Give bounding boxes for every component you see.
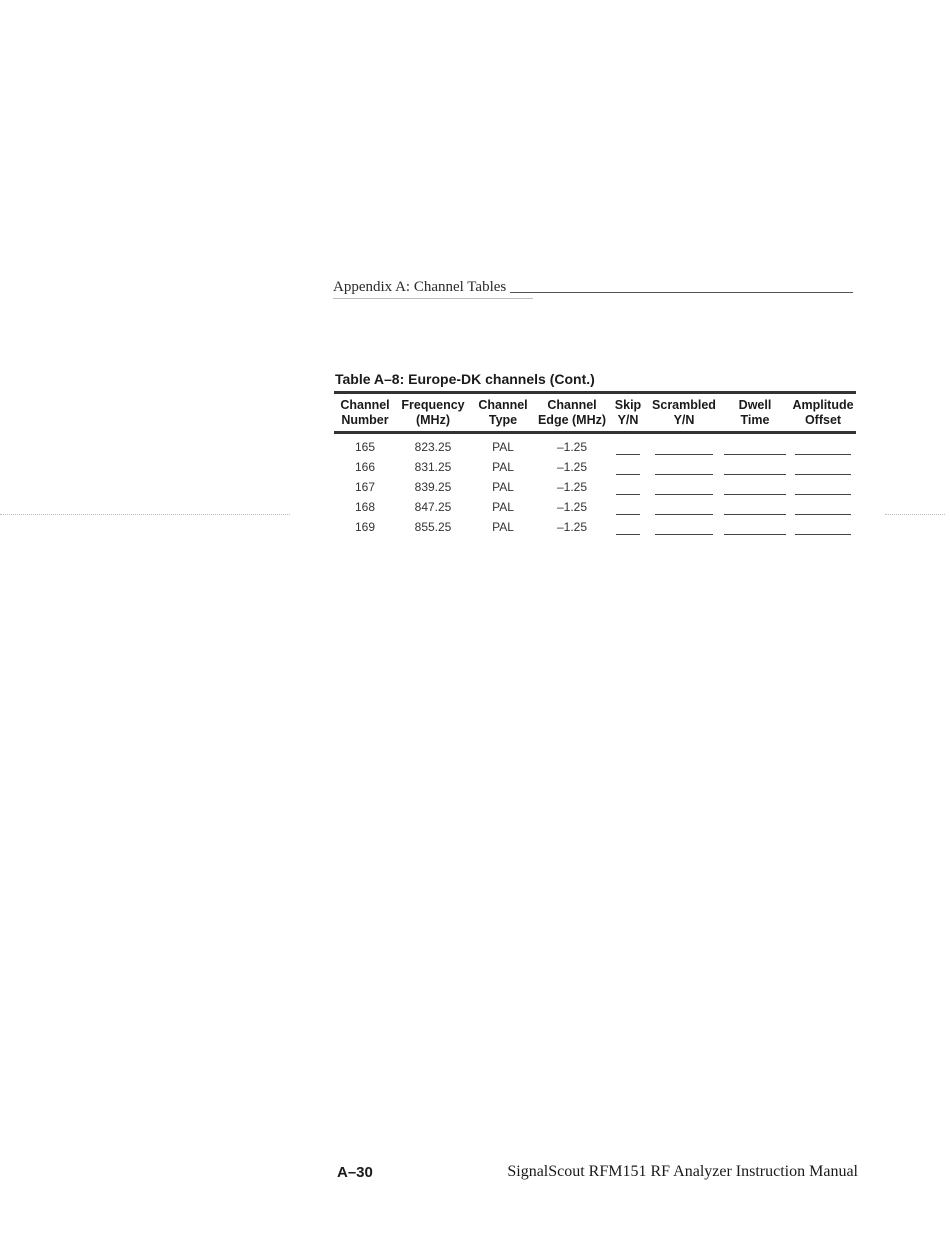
cell-channel-number: 165 [354, 440, 376, 454]
col-header-dwell-time: Dwell Time [738, 398, 772, 427]
cell-channel-edge: –1.25 [556, 500, 588, 514]
table-row [334, 477, 856, 497]
amplitude-offset-blank [795, 500, 851, 515]
cell-channel-type: PAL [492, 480, 514, 494]
page-number: A–30 [337, 1164, 373, 1181]
cell-channel-number: 167 [354, 480, 376, 494]
skip-blank [616, 440, 640, 455]
cell-channel-number: 168 [354, 500, 376, 514]
table-row [334, 497, 856, 517]
col-header-scrambled: Scrambled Y/N [652, 398, 716, 427]
table-row [334, 433, 856, 458]
cell-frequency: 839.25 [414, 480, 452, 494]
header-row [334, 393, 856, 433]
scrambled-blank [655, 460, 713, 475]
amplitude-offset-blank [795, 460, 851, 475]
table-body [334, 433, 856, 538]
amplitude-offset-blank [795, 480, 851, 495]
col-header-channel-type: Channel Type [478, 398, 528, 427]
header-rule [510, 292, 853, 293]
cell-channel-edge: –1.25 [556, 440, 588, 454]
cell-channel-number: 169 [354, 520, 376, 534]
skip-blank [616, 500, 640, 515]
col-header-amplitude-offset: Amplitude Offset [792, 398, 854, 427]
skip-blank [616, 460, 640, 475]
running-header-title: Appendix A: Channel Tables [333, 279, 507, 295]
dwell-time-blank [724, 480, 786, 495]
cell-channel-edge: –1.25 [556, 520, 588, 534]
scrambled-blank [655, 500, 713, 515]
col-header-skip: Skip Y/N [614, 398, 642, 427]
cell-frequency: 855.25 [414, 520, 452, 534]
cell-frequency: 831.25 [414, 460, 452, 474]
manual-title: SignalScout RFM151 RF Analyzer Instruction Manual [507, 1163, 858, 1180]
cell-channel-type: PAL [492, 500, 514, 514]
scrambled-blank [655, 440, 713, 455]
table-row [334, 517, 856, 537]
cell-channel-type: PAL [492, 460, 514, 474]
amplitude-offset-blank [795, 440, 851, 455]
skip-blank [616, 520, 640, 535]
dwell-time-blank [724, 440, 786, 455]
channel-table [334, 391, 856, 537]
margin-mark-left [0, 514, 290, 515]
margin-mark-right [885, 514, 945, 515]
cell-channel-edge: –1.25 [556, 480, 588, 494]
col-header-frequency: Frequency (MHz) [401, 398, 465, 427]
cell-frequency: 847.25 [414, 500, 452, 514]
running-header [333, 279, 853, 296]
skip-blank [616, 480, 640, 495]
cell-frequency: 823.25 [414, 440, 452, 454]
cell-channel-type: PAL [492, 440, 514, 454]
dwell-time-blank [724, 460, 786, 475]
header-underline [333, 298, 533, 299]
table-row [334, 457, 856, 477]
dwell-time-blank [724, 500, 786, 515]
scrambled-blank [655, 480, 713, 495]
scrambled-blank [655, 520, 713, 535]
table-caption: Table A–8: Europe-DK channels (Cont.) [335, 371, 595, 387]
amplitude-offset-blank [795, 520, 851, 535]
table-header [334, 393, 856, 433]
col-header-channel-edge: Channel Edge (MHz) [537, 398, 607, 427]
dwell-time-blank [724, 520, 786, 535]
cell-channel-number: 166 [354, 460, 376, 474]
cell-channel-type: PAL [492, 520, 514, 534]
col-header-channel-number: Channel Number [340, 398, 390, 427]
cell-channel-edge: –1.25 [556, 460, 588, 474]
